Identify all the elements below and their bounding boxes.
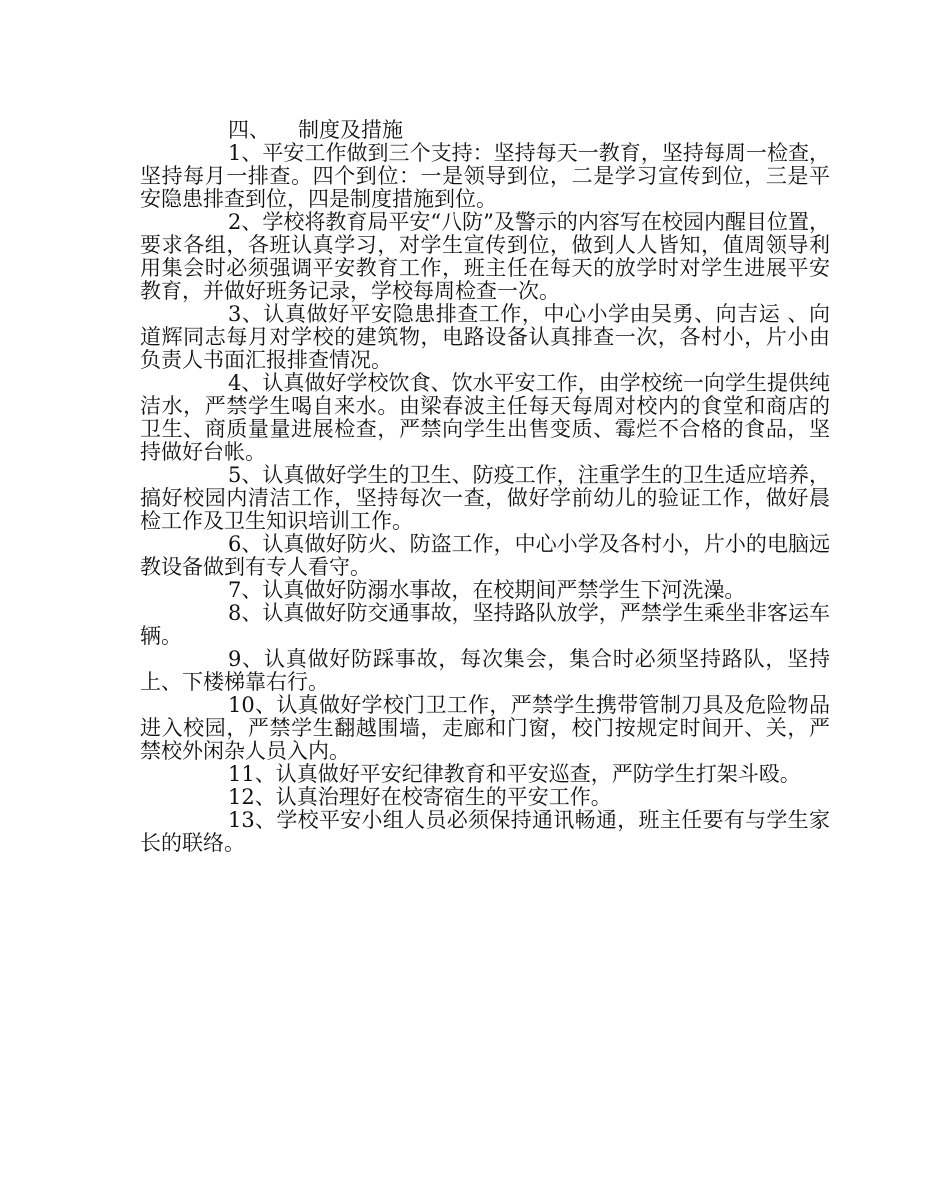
- paragraph-12: 12、认真治理好在校寄宿生的平安工作。: [228, 785, 612, 809]
- paragraph-5: 5、认真做好学生的卫生、防疫工作，注重学生的卫生适应培养，搞好校园内清洁工作，坚持每次一查，做好学前幼儿的验证工作，做好晨检工作及卫生知识培训工作。: [140, 463, 830, 533]
- paragraph-2: 2、学校将教育局平安“八防”及警示的内容写在校园内醒目位置，要求各组，各班认真学习，对学生宣传到位，做到人人皆知，值周领导利用集会时必须强调平安教育工作，班主任在每天的放学时对学生进展平安教育，并做好班务记录，学校每周检查一次。: [140, 210, 830, 303]
- paragraph-3: 3、认真做好平安隐患排查工作，中心小学由吴勇、向吉运 、向道辉同志每月对学校的建筑物，电路设备认真排查一次，各村小，片小由负责人书面汇报排查情况。: [140, 302, 830, 372]
- paragraph-11: 11、认真做好平安纪律教育和平安巡查，严防学生打架斗殴。: [228, 762, 801, 786]
- section-heading: [140, 119, 830, 142]
- section-title: 制度及措施: [298, 118, 403, 142]
- paragraph-1: 1、平安工作做到三个支持：坚持每天一教育，坚持每周一检查，坚持每月一排查。四个到位：一是领导到位，二是学习宣传到位，三是平安隐患排查到位，四是制度措施到位。: [140, 141, 830, 211]
- paragraph-9: 9、认真做好防踩事故，每次集会，集合时必须坚持路队，坚持上、下楼梯靠右行。: [140, 647, 830, 694]
- paragraph-13: 13、学校平安小组人员必须保持通讯畅通，班主任要有与学生家长的联络。: [140, 808, 830, 855]
- paragraph-4: 4、认真做好学校饮食、饮水平安工作，由学校统一向学生提供纯洁水，严禁学生喝自来水。由梁春波主任每天每周对校内的食堂和商店的卫生、商质量量进展检查，严禁向学生出售变质、霉烂不合格的食品，坚持做好台帐。: [140, 371, 830, 464]
- document-body: [140, 119, 830, 855]
- paragraph-10: 10、认真做好学校门卫工作，严禁学生携带管制刀具及危险物品进入校园，严禁学生翻越围墙，走廊和门窗，校门按规定时间开、关，严禁校外闲杂人员入内。: [140, 693, 830, 763]
- paragraph-8: 8、认真做好防交通事故，坚持路队放学，严禁学生乘坐非客运车辆。: [140, 601, 830, 648]
- section-number: 四、: [228, 118, 270, 142]
- paragraph-7: 7、认真做好防溺水事故，在校期间严禁学生下河洗澡。: [228, 578, 746, 602]
- paragraph-6: 6、认真做好防火、防盗工作，中心小学及各村小，片小的电脑远教设备做到有专人看守。: [140, 532, 830, 579]
